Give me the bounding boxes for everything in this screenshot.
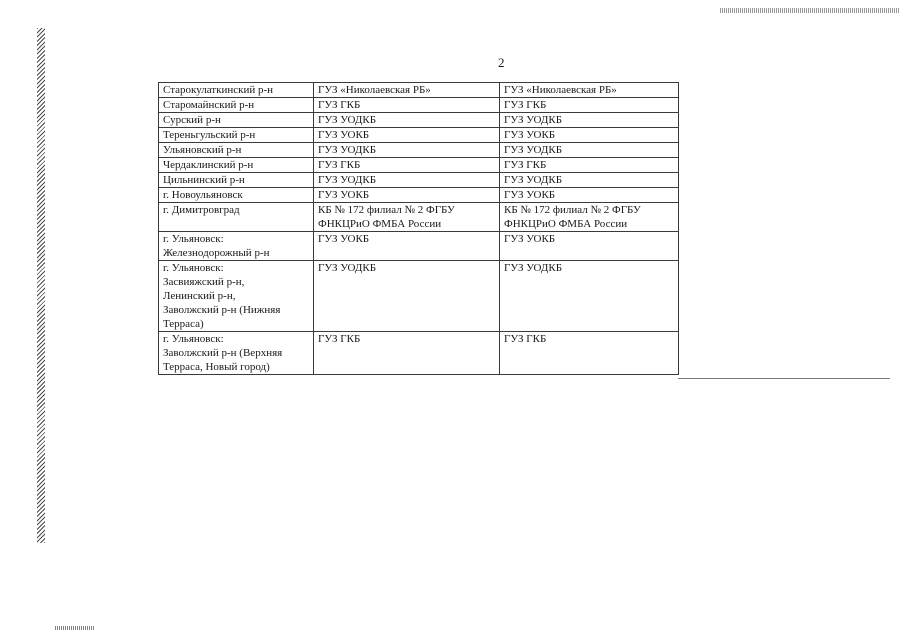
table-extension-rule	[678, 82, 890, 379]
district-cell: г. Ульяновск: Железнодорожный р-н	[159, 232, 314, 261]
hospital-cell: КБ № 172 филиал № 2 ФГБУ ФНКЦРиО ФМБА России	[500, 203, 679, 232]
table-row	[159, 113, 679, 128]
district-cell: г. Димитровград	[159, 203, 314, 232]
hospital-cell: ГУЗ УОДКБ	[500, 113, 679, 128]
hospital-cell: ГУЗ ГКБ	[314, 332, 500, 375]
hospital-cell: ГУЗ ГКБ	[500, 158, 679, 173]
table-row	[159, 332, 679, 375]
hospital-cell: ГУЗ «Николаевская РБ»	[500, 83, 679, 98]
table-row	[159, 128, 679, 143]
table-row	[159, 158, 679, 173]
hospital-cell: ГУЗ УОКБ	[314, 188, 500, 203]
hospital-cell: ГУЗ УОКБ	[500, 232, 679, 261]
scan-artifact-left-edge	[37, 28, 45, 543]
table-row	[159, 232, 679, 261]
district-cell: Чердаклинский р-н	[159, 158, 314, 173]
district-cell: Цильнинский р-н	[159, 173, 314, 188]
district-cell: г. Ульяновск: Засвияжский р-н, Ленинский р-н, Заволжский р-н (Нижняя Терраса)	[159, 261, 314, 332]
district-cell: Старокулаткинский р-н	[159, 83, 314, 98]
hospital-cell: ГУЗ УОДКБ	[314, 173, 500, 188]
hospital-cell: КБ № 172 филиал № 2 ФГБУ ФНКЦРиО ФМБА России	[314, 203, 500, 232]
hospital-cell: ГУЗ УОДКБ	[500, 173, 679, 188]
table-row	[159, 173, 679, 188]
district-cell: Тереньгульский р-н	[159, 128, 314, 143]
table-row	[159, 98, 679, 113]
scan-artifact-bottom	[55, 626, 95, 630]
table-row	[159, 143, 679, 158]
district-cell: г. Ульяновск: Заволжский р-н (Верхняя Терраса, Новый город)	[159, 332, 314, 375]
district-cell: Сурский р-н	[159, 113, 314, 128]
page-number: 2	[498, 55, 505, 70]
hospital-cell: ГУЗ ГКБ	[314, 158, 500, 173]
hospital-cell: ГУЗ ГКБ	[314, 98, 500, 113]
table-row	[159, 83, 679, 98]
hospital-cell: ГУЗ ГКБ	[500, 332, 679, 375]
hospital-cell: ГУЗ УОКБ	[314, 128, 500, 143]
hospital-cell: ГУЗ УОДКБ	[314, 113, 500, 128]
hospital-cell: ГУЗ УОДКБ	[314, 143, 500, 158]
district-cell: Ульяновский р-н	[159, 143, 314, 158]
table-row	[159, 261, 679, 332]
hospital-cell: ГУЗ УОКБ	[314, 232, 500, 261]
table-row	[159, 188, 679, 203]
hospital-cell: ГУЗ УОДКБ	[500, 143, 679, 158]
hospital-cell: ГУЗ УОДКБ	[500, 261, 679, 332]
hospital-cell: ГУЗ ГКБ	[500, 98, 679, 113]
hospital-assignment-table	[158, 82, 679, 375]
district-cell: Старомайнский р-н	[159, 98, 314, 113]
hospital-cell: ГУЗ «Николаевская РБ»	[314, 83, 500, 98]
hospital-cell: ГУЗ УОДКБ	[314, 261, 500, 332]
scan-artifact-top	[720, 8, 900, 13]
table-row	[159, 203, 679, 232]
hospital-cell: ГУЗ УОКБ	[500, 128, 679, 143]
hospital-cell: ГУЗ УОКБ	[500, 188, 679, 203]
district-cell: г. Новоульяновск	[159, 188, 314, 203]
